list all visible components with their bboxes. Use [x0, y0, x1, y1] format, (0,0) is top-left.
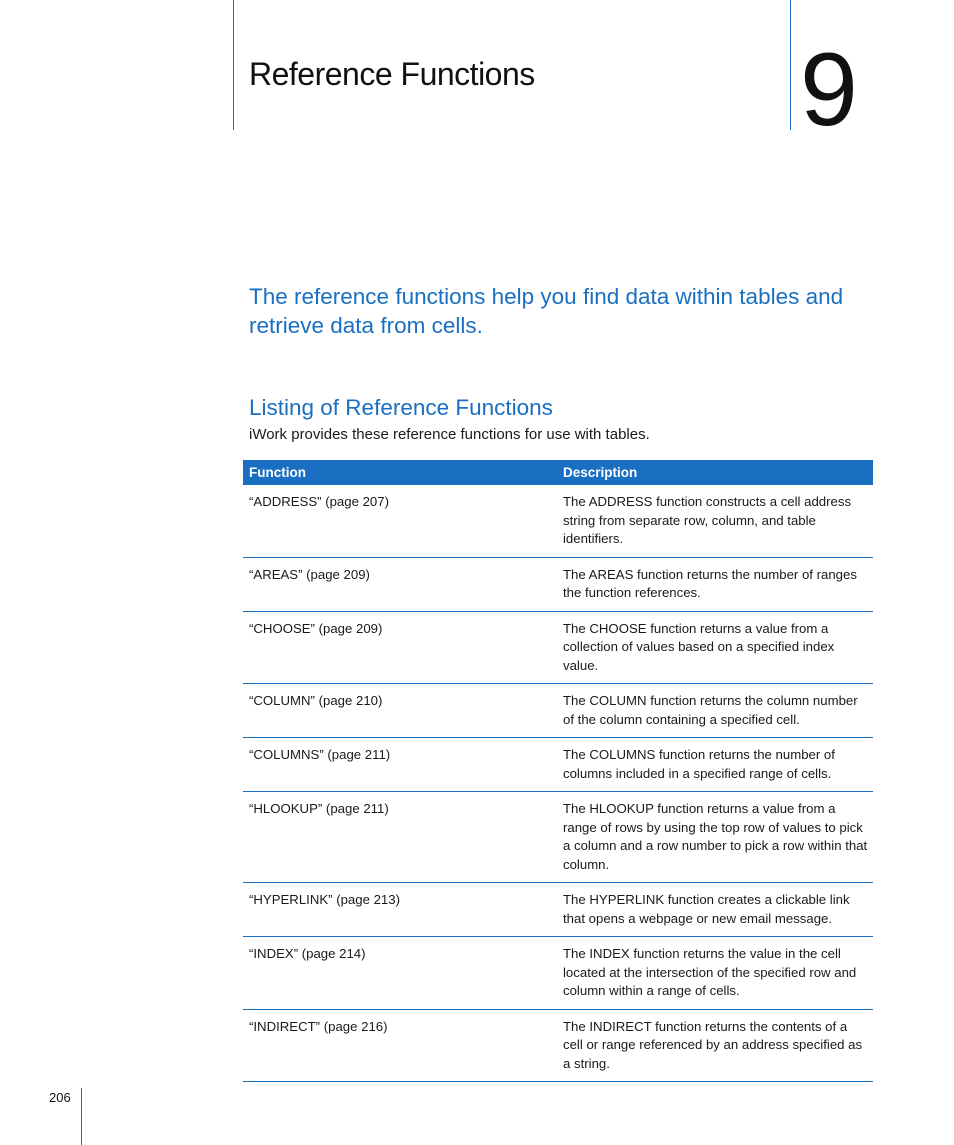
section-heading: Listing of Reference Functions — [249, 395, 553, 420]
chapter-title: Reference Functions — [249, 56, 535, 92]
function-description: The AREAS function returns the number of ranges the function references. — [557, 557, 873, 611]
function-description: The HYPERLINK function creates a clickable link that opens a webpage or new email message. — [557, 883, 873, 937]
chapter-number: 9 — [800, 32, 855, 148]
table-row — [243, 684, 873, 738]
table-row — [243, 937, 873, 1010]
page-number: 206 — [49, 1090, 71, 1105]
table-row — [243, 611, 873, 684]
function-description: The ADDRESS function constructs a cell address string from separate row, column, and table identifiers. — [557, 485, 873, 557]
section-lead: iWork provides these reference functions for use with tables. — [249, 426, 650, 443]
column-header-description: Description — [557, 460, 873, 485]
function-description: The INDIRECT function returns the contents of a cell or range referenced by an address specified as a string. — [557, 1009, 873, 1082]
function-description: The INDEX function returns the value in the cell located at the intersection of the specified row and column within a range of cells. — [557, 937, 873, 1010]
table-row — [243, 792, 873, 883]
function-description: The CHOOSE function returns a value from a collection of values based on a specified index value. — [557, 611, 873, 684]
table-row — [243, 738, 873, 792]
function-link[interactable]: “CHOOSE” (page 209) — [243, 611, 557, 684]
column-header-function: Function — [243, 460, 557, 485]
function-link[interactable]: “AREAS” (page 209) — [243, 557, 557, 611]
function-link[interactable]: “INDEX” (page 214) — [243, 937, 557, 1010]
chapter-intro: The reference functions help you find data within tables and retrieve data from cells. — [249, 284, 844, 338]
function-description: The COLUMN function returns the column number of the column containing a specified cell. — [557, 684, 873, 738]
function-link[interactable]: “INDIRECT” (page 216) — [243, 1009, 557, 1082]
footer-rule — [81, 1088, 82, 1145]
table-header-row — [243, 460, 873, 485]
function-description: The COLUMNS function returns the number of columns included in a specified range of cells. — [557, 738, 873, 792]
reference-functions-table — [243, 460, 873, 1082]
chapter-rule-right — [790, 0, 791, 130]
function-link[interactable]: “HLOOKUP” (page 211) — [243, 792, 557, 883]
function-link[interactable]: “COLUMNS” (page 211) — [243, 738, 557, 792]
function-link[interactable]: “COLUMN” (page 210) — [243, 684, 557, 738]
function-link[interactable]: “ADDRESS” (page 207) — [243, 485, 557, 557]
table-row — [243, 1009, 873, 1082]
table-row — [243, 485, 873, 557]
table-row — [243, 883, 873, 937]
table-row — [243, 557, 873, 611]
function-link[interactable]: “HYPERLINK” (page 213) — [243, 883, 557, 937]
chapter-rule-left — [233, 0, 234, 130]
function-description: The HLOOKUP function returns a value from a range of rows by using the top row of values to pick a column and a row number to pick a row within that column. — [557, 792, 873, 883]
